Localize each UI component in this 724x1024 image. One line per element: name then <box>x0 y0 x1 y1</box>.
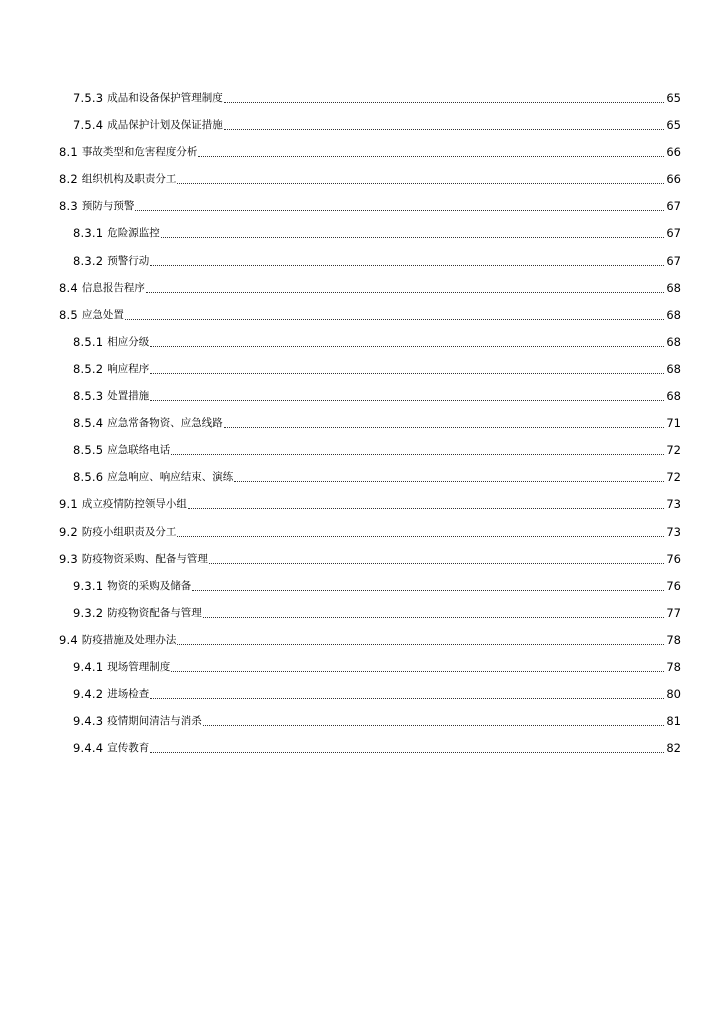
toc-number: 8.3.1 <box>73 226 104 241</box>
toc-title: 应急处置 <box>81 308 124 321</box>
toc-number: 9.4 <box>59 632 78 647</box>
toc-entry[interactable] <box>0 145 724 172</box>
toc-page-number: 78 <box>666 632 681 647</box>
toc-page-number: 81 <box>666 714 681 729</box>
toc-entry[interactable] <box>0 579 724 606</box>
dot-leader <box>161 226 664 238</box>
toc-page-number: 82 <box>666 741 681 756</box>
dot-leader <box>203 714 664 726</box>
toc-entry[interactable] <box>0 497 724 524</box>
toc-title: 相应分级 <box>107 335 150 348</box>
toc-title: 现场管理制度 <box>107 660 171 673</box>
toc-title: 信息报告程序 <box>81 281 145 294</box>
toc-page-number: 68 <box>666 307 681 322</box>
toc-number: 8.3 <box>59 199 78 214</box>
toc-title: 危险源监控 <box>107 227 160 240</box>
dot-leader <box>188 497 664 509</box>
toc-entry[interactable] <box>0 470 724 497</box>
toc-title: 防疫措施及处理办法 <box>81 633 177 646</box>
toc-title: 防疫物资配备与管理 <box>107 606 202 619</box>
toc-number: 7.5.4 <box>73 118 104 133</box>
toc-entry[interactable] <box>0 660 724 687</box>
toc-page-number: 68 <box>666 280 681 295</box>
toc-entry[interactable] <box>0 226 724 253</box>
toc-title: 预警行动 <box>107 254 150 267</box>
toc-title: 物资的采购及储备 <box>107 579 192 592</box>
toc-entry[interactable] <box>0 552 724 579</box>
toc-number: 8.5 <box>59 307 78 322</box>
toc-page-number: 68 <box>666 361 681 376</box>
dot-leader <box>177 633 664 645</box>
toc-number: 9.4.3 <box>73 714 104 729</box>
toc-page-number: 73 <box>666 524 681 539</box>
toc-number: 8.3.2 <box>73 253 104 268</box>
dot-leader <box>150 741 664 753</box>
toc-number: 9.3 <box>59 551 78 566</box>
toc-entry[interactable] <box>0 118 724 145</box>
toc-page-number: 68 <box>666 389 681 404</box>
toc-page-number: 67 <box>666 199 681 214</box>
dot-leader <box>177 525 664 537</box>
dot-leader <box>224 416 664 428</box>
toc-title: 成品和设备保护管理制度 <box>107 92 223 104</box>
toc-title: 应急常备物资、应急线路 <box>107 417 223 430</box>
dot-leader <box>171 443 664 455</box>
toc-page-number: 65 <box>666 118 681 133</box>
toc-page-number: 73 <box>666 497 681 512</box>
toc-title: 防疫小组职责及分工 <box>81 525 177 538</box>
toc-title: 预防与预警 <box>81 200 135 213</box>
dot-leader <box>135 199 664 211</box>
toc-number: 9.3.1 <box>73 578 104 593</box>
toc-entry[interactable] <box>0 199 724 226</box>
toc-entry[interactable] <box>0 362 724 389</box>
toc-entry[interactable] <box>0 633 724 660</box>
toc-page-number: 65 <box>666 91 681 105</box>
toc-number: 9.4.2 <box>73 687 104 702</box>
toc-entry[interactable] <box>0 335 724 362</box>
toc-title: 组织机构及职责分工 <box>81 173 177 186</box>
toc-page-number: 71 <box>666 416 681 431</box>
toc-number: 9.3.2 <box>73 605 104 620</box>
toc-title: 疫情期间清洁与消杀 <box>107 715 202 728</box>
toc-number: 8.2 <box>59 172 78 187</box>
toc-number: 8.5.2 <box>73 361 104 376</box>
toc-title: 事故类型和危害程度分析 <box>81 146 198 159</box>
toc-page-number: 67 <box>666 226 681 241</box>
toc-entry[interactable] <box>0 281 724 308</box>
dot-leader <box>146 281 664 293</box>
toc-page-number: 80 <box>666 687 681 702</box>
toc-entry[interactable] <box>0 606 724 633</box>
toc-number: 7.5.3 <box>73 91 104 105</box>
dot-leader <box>224 118 664 130</box>
dot-leader <box>234 470 664 482</box>
toc-entry[interactable] <box>0 389 724 416</box>
toc-number: 9.4.4 <box>73 741 104 756</box>
toc-title: 进场检查 <box>107 688 150 701</box>
toc-title: 宣传教育 <box>107 742 150 755</box>
toc-entry[interactable] <box>0 714 724 741</box>
toc-number: 8.4 <box>59 280 78 295</box>
toc-number: 9.4.1 <box>73 659 104 674</box>
table-of-contents <box>0 91 724 768</box>
toc-number: 8.5.3 <box>73 389 104 404</box>
dot-leader <box>203 606 664 618</box>
toc-entry[interactable] <box>0 254 724 281</box>
toc-title: 应急联络电话 <box>107 444 171 457</box>
toc-number: 9.1 <box>59 497 78 512</box>
dot-leader <box>125 308 664 320</box>
toc-page-number: 68 <box>666 334 681 349</box>
toc-entry[interactable] <box>0 308 724 335</box>
toc-number: 8.5.4 <box>73 416 104 431</box>
dot-leader <box>150 335 664 347</box>
dot-leader <box>171 660 664 672</box>
dot-leader <box>150 687 664 699</box>
toc-page-number: 76 <box>666 551 681 566</box>
toc-title: 成品保护计划及保证措施 <box>107 119 223 132</box>
dot-leader <box>150 389 664 401</box>
toc-number: 8.5.5 <box>73 443 104 458</box>
toc-title: 响应程序 <box>107 362 150 375</box>
toc-title: 防疫物资采购、配备与管理 <box>81 552 208 565</box>
toc-number: 8.5.6 <box>73 470 104 485</box>
toc-page-number: 66 <box>666 145 681 160</box>
toc-page-number: 72 <box>666 443 681 458</box>
toc-number: 9.2 <box>59 524 78 539</box>
toc-entry[interactable] <box>0 741 724 768</box>
dot-leader <box>150 254 664 266</box>
toc-number: 8.1 <box>59 145 78 160</box>
toc-entry[interactable] <box>0 687 724 714</box>
toc-page-number: 66 <box>666 172 681 187</box>
toc-number: 8.5.1 <box>73 334 104 349</box>
toc-entry[interactable] <box>0 443 724 470</box>
toc-page-number: 72 <box>666 470 681 485</box>
toc-title: 应急响应、响应结束、演练 <box>107 471 234 484</box>
toc-title: 成立疫情防控领导小组 <box>81 498 187 511</box>
toc-page-number: 67 <box>666 253 681 268</box>
dot-leader <box>224 91 664 103</box>
toc-entry[interactable] <box>0 416 724 443</box>
toc-page-number: 76 <box>666 578 681 593</box>
dot-leader <box>198 145 664 157</box>
toc-page-number: 78 <box>666 659 681 674</box>
dot-leader <box>177 172 664 184</box>
toc-title: 处置措施 <box>107 390 150 403</box>
toc-entry[interactable] <box>0 91 724 118</box>
dot-leader <box>209 552 664 564</box>
dot-leader <box>150 362 664 374</box>
dot-leader <box>192 579 664 591</box>
toc-entry[interactable] <box>0 172 724 199</box>
toc-page-number: 77 <box>666 605 681 620</box>
toc-entry[interactable] <box>0 525 724 552</box>
